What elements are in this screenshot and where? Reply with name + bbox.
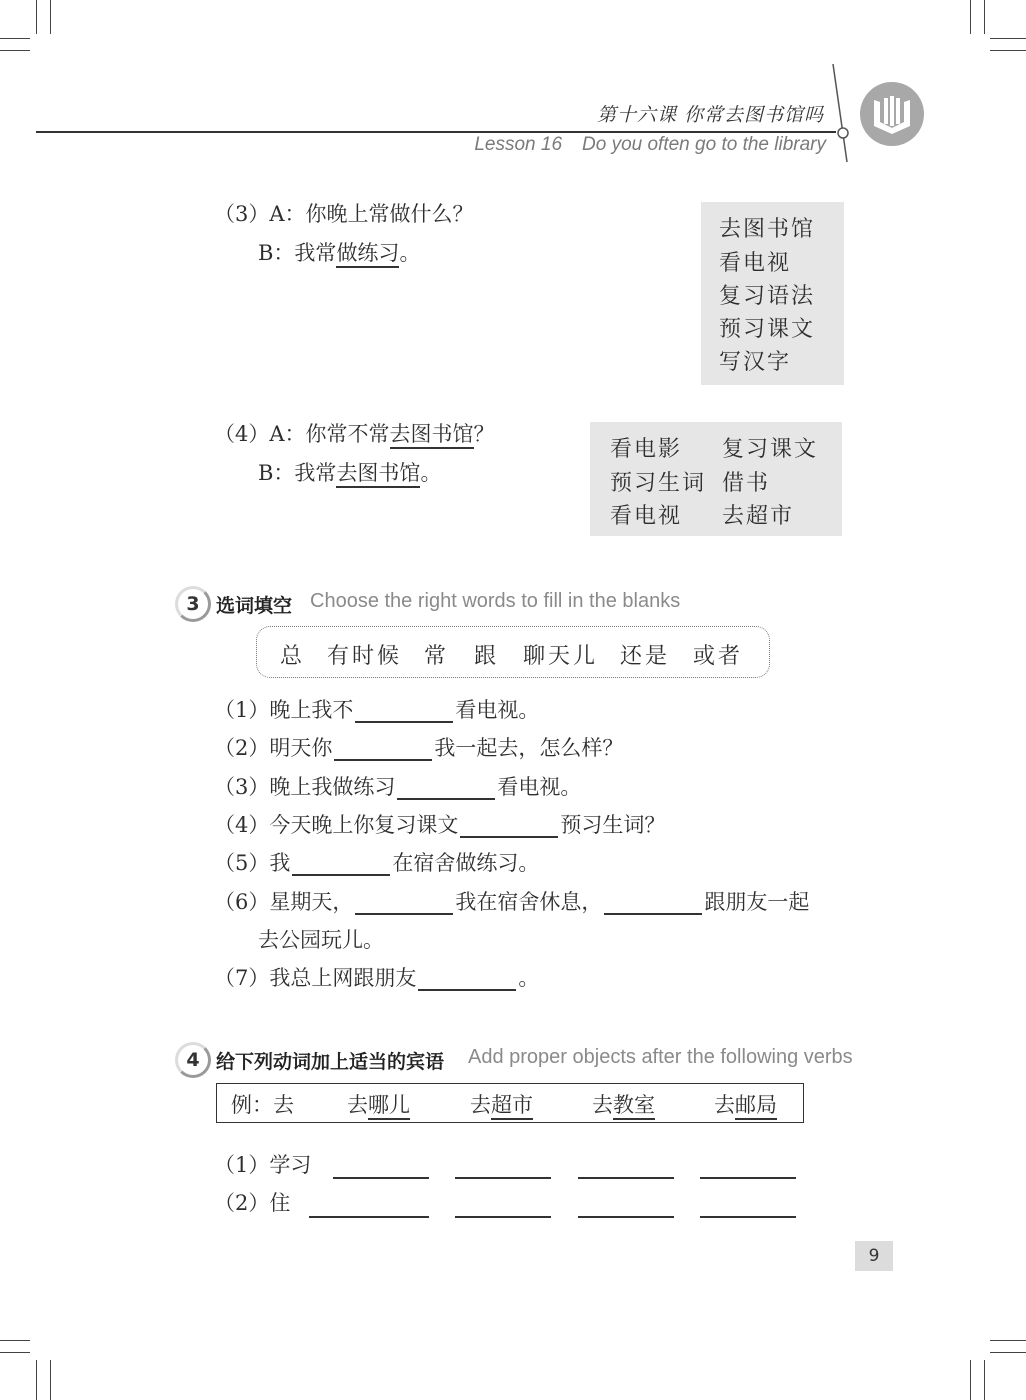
example-object: 超市: [491, 1093, 533, 1120]
answer-line[interactable]: [455, 1216, 551, 1218]
crop-mark: [50, 1360, 51, 1400]
header-rule: [36, 131, 836, 133]
q3-options-box: [701, 202, 844, 385]
q4-option: 看电影: [610, 437, 683, 462]
fill-item-text: 我在宿舍休息，: [455, 890, 603, 914]
example-answer: [347, 1089, 410, 1119]
section-4-title-cn: 给下列动词加上适当的宾语: [216, 1051, 445, 1073]
answer-line[interactable]: [333, 1177, 429, 1179]
fill-item-text: 跟朋友一起: [704, 890, 810, 914]
crop-mark: [36, 1360, 37, 1400]
section-3-number: 3: [175, 586, 211, 622]
q4-b-suffix: 。: [420, 461, 442, 485]
lesson-title-en: Do you often go to the library: [582, 134, 826, 155]
fill-item-text: （3）晚上我做练习: [214, 775, 396, 799]
q4-a-answer: 去图书馆: [390, 422, 474, 449]
verb-item: （1）学习: [214, 1153, 312, 1177]
example-label: 例：去: [231, 1093, 294, 1117]
q4-b-answer: 去图书馆: [336, 461, 420, 488]
crop-mark: [990, 1352, 1026, 1353]
fill-item-text: （1）晚上我不: [214, 698, 354, 722]
example-verb: 去: [714, 1093, 735, 1117]
crop-mark: [0, 50, 30, 51]
word-bank-item: 或者: [693, 644, 744, 669]
verb-item: （2）住: [214, 1191, 291, 1215]
fill-item-text: （4）今天晚上你复习课文: [214, 813, 459, 837]
word-bank-item: 聊天儿: [523, 644, 599, 669]
fill-item: [214, 888, 809, 916]
q3-option: 预习课文: [719, 317, 816, 342]
word-bank: [256, 626, 770, 678]
q3-b-prefix: B：我常: [258, 241, 337, 265]
section-3-title-en: Choose the right words to fill in the blanks: [310, 590, 681, 612]
example-answer: [592, 1089, 655, 1119]
section-4-number: 4: [175, 1042, 211, 1078]
answer-line[interactable]: [309, 1216, 429, 1218]
answer-line[interactable]: [700, 1177, 796, 1179]
example-answer: [470, 1089, 533, 1119]
q4-option: 看电视: [610, 504, 683, 529]
word-bank-item: 常: [424, 644, 450, 669]
word-bank-item: 跟: [474, 644, 500, 669]
answer-line[interactable]: [455, 1177, 551, 1179]
header-divider-icon: [825, 62, 865, 166]
q4-option: 复习课文: [722, 437, 819, 462]
q4-option: 去超市: [722, 504, 795, 529]
example-verb: 去: [347, 1093, 368, 1117]
q4-option: 预习生词: [610, 471, 707, 496]
example-object: 哪儿: [368, 1093, 410, 1120]
example-verb: 去: [470, 1093, 491, 1117]
q3-option: 去图书馆: [719, 217, 816, 242]
fill-item: [214, 811, 665, 839]
fill-item-continuation: 去公园玩儿。: [258, 928, 384, 952]
crop-mark: [990, 38, 1026, 39]
answer-blank[interactable]: [292, 874, 390, 876]
word-bank-item: 有时候: [327, 644, 403, 669]
q3-option: 复习语法: [719, 284, 816, 309]
q4-options-box: [590, 422, 842, 536]
fill-item-text: （6）星期天，: [214, 890, 354, 914]
answer-blank[interactable]: [460, 836, 558, 838]
crop-mark: [984, 1360, 985, 1400]
q3-line-b: [258, 239, 420, 267]
answer-blank[interactable]: [604, 913, 702, 915]
q3-option: 写汉字: [719, 350, 792, 375]
q3-b-suffix: 。: [399, 241, 421, 265]
answer-line[interactable]: [578, 1177, 674, 1179]
header-title-en: [474, 134, 826, 156]
fill-item-text: （5）我: [214, 851, 291, 875]
example-object: 教室: [613, 1093, 655, 1120]
fill-item: [214, 734, 623, 762]
example-verb: 去: [592, 1093, 613, 1117]
crop-mark: [0, 38, 30, 39]
q4-b-prefix: B：我常: [258, 461, 337, 485]
q4-option: 借书: [722, 471, 771, 496]
crop-mark: [990, 1340, 1026, 1341]
example-object: 邮局: [735, 1093, 777, 1120]
q3-b-answer: 做练习: [336, 241, 399, 268]
answer-blank[interactable]: [418, 989, 516, 991]
fill-item-text: 。: [518, 966, 540, 990]
lesson-label: Lesson 16: [474, 134, 563, 155]
fill-item-text: 我一起去，怎么样？: [434, 736, 624, 760]
fill-item-text: （2）明天你: [214, 736, 333, 760]
answer-blank[interactable]: [334, 759, 432, 761]
example-box: [216, 1083, 804, 1123]
fill-item-text: 在宿舍做练习。: [392, 851, 540, 875]
crop-mark: [0, 1352, 30, 1353]
q3-line-a: （3）A：你晚上常做什么？: [214, 202, 474, 226]
crop-mark: [50, 0, 51, 34]
word-bank-item: 总: [280, 644, 306, 669]
fill-item: [214, 964, 539, 992]
fill-item: [214, 696, 539, 724]
fill-item-text: 看电视。: [455, 698, 540, 722]
fill-item: [214, 773, 581, 801]
answer-blank[interactable]: [355, 913, 453, 915]
crop-mark: [0, 1340, 30, 1341]
answer-line[interactable]: [578, 1216, 674, 1218]
crop-mark: [984, 0, 985, 34]
fill-item-text: 看电视。: [497, 775, 582, 799]
crop-mark: [990, 50, 1026, 51]
answer-blank[interactable]: [397, 798, 495, 800]
q3-option: 看电视: [719, 251, 792, 276]
section-3-title-cn: 选词填空: [216, 595, 293, 617]
fill-item: [214, 849, 539, 877]
fill-item-text: 预习生词？: [560, 813, 666, 837]
example-answer: [714, 1089, 777, 1119]
section-4-title-en: Add proper objects after the following verbs: [468, 1046, 853, 1068]
crop-mark: [970, 0, 971, 34]
crop-mark: [970, 1360, 971, 1400]
book-emblem-icon: [860, 82, 924, 146]
q4-a-prefix: （4）A：你常不常: [214, 422, 390, 446]
crop-mark: [36, 0, 37, 34]
answer-blank[interactable]: [355, 721, 453, 723]
page-number: 9: [855, 1241, 893, 1271]
q4-line-a: [214, 420, 495, 448]
q4-line-b: [258, 459, 441, 487]
word-bank-item: 还是: [620, 644, 671, 669]
q4-a-suffix: ？: [473, 422, 495, 446]
header-title-cn: 第十六课 你常去图书馆吗: [596, 104, 824, 126]
answer-line[interactable]: [700, 1216, 796, 1218]
fill-item-text: （7）我总上网跟朋友: [214, 966, 417, 990]
